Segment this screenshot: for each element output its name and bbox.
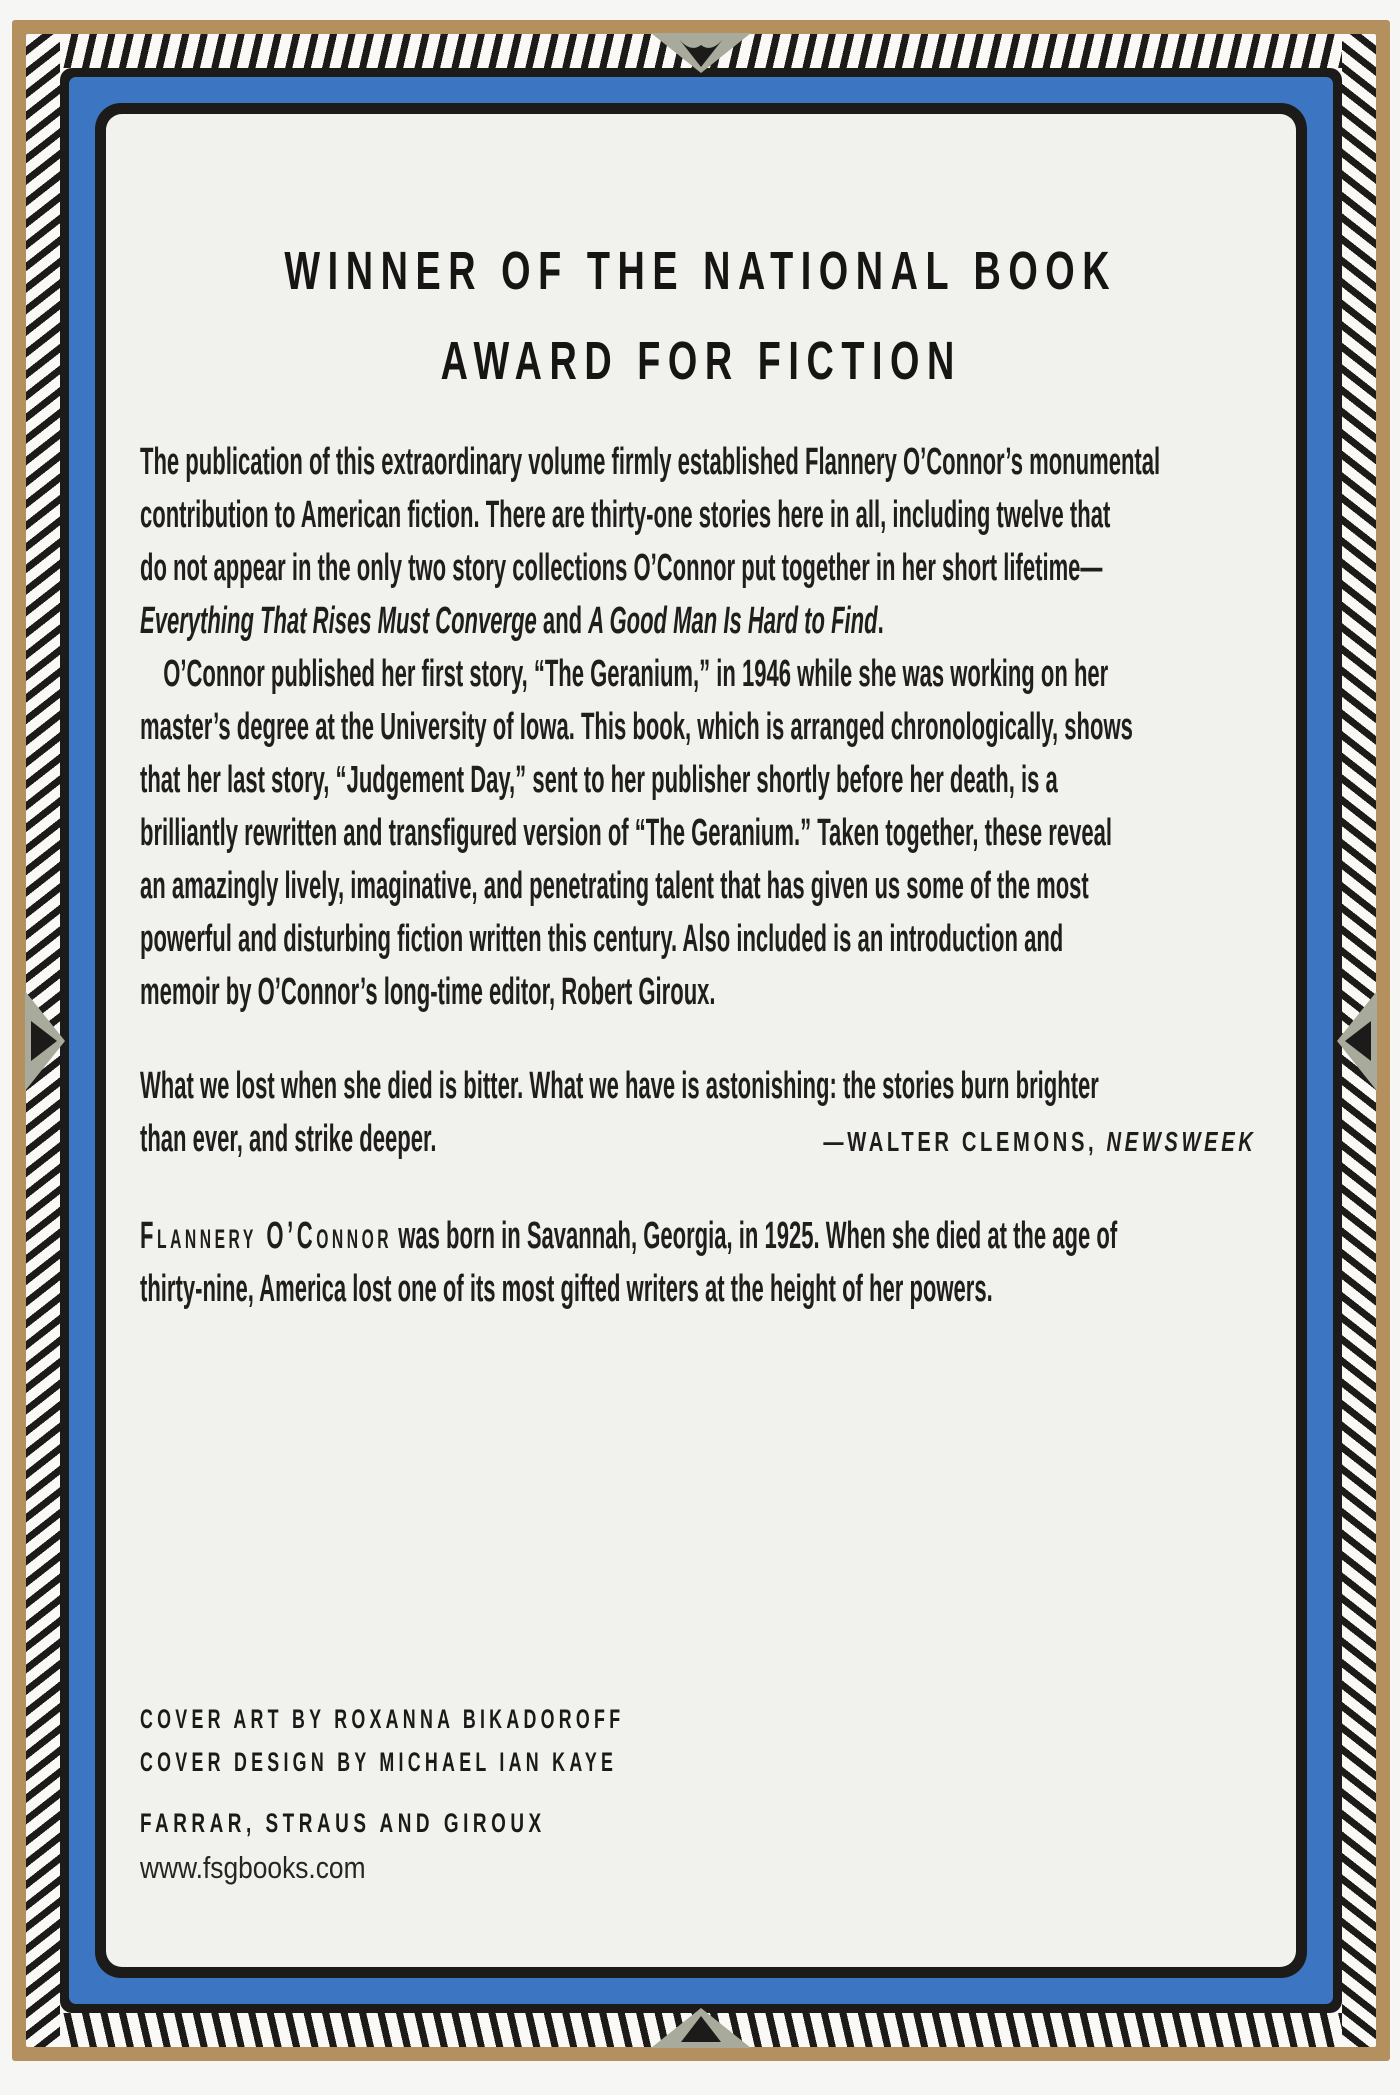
text-run	[140, 648, 1108, 701]
author-bio	[140, 1210, 1256, 1316]
text-segment: COVER DESIGN BY MICHAEL IAN KAYE	[140, 1747, 618, 1777]
quote-attribution	[823, 1115, 1256, 1168]
right-border-triangle-icon	[1337, 991, 1377, 1091]
text-segment: and	[536, 600, 589, 642]
text-line	[140, 754, 1256, 807]
award-heading	[106, 226, 1296, 406]
text-run	[140, 913, 1063, 966]
text-line	[140, 1846, 1256, 1890]
text-line	[140, 860, 1256, 913]
text-segment: O’Connor published her first story, “The Geranium,” in 1946 while she was working on her	[163, 653, 1109, 695]
description-paragraphs	[140, 436, 1256, 1019]
text-run	[140, 966, 716, 1019]
text-segment: Everything That Rises Must Converge	[140, 600, 537, 642]
text-run	[440, 316, 961, 406]
text-run	[285, 226, 1118, 316]
text-segment: The publication of this extraordinary volume firmly established Flannery O’Connor’s monumental	[140, 441, 1161, 483]
text-segment: What we lost when she died is bitter. What we have is astonishing: the stories burn brighter	[140, 1065, 1099, 1107]
text-segment: Flannery O’Connor	[140, 1215, 393, 1257]
text-line	[106, 316, 1296, 406]
text-segment: master’s degree at the University of Iowa. This book, which is arranged chronologically, shows	[140, 706, 1133, 748]
publisher-website	[140, 1846, 1256, 1890]
text-line	[140, 701, 1256, 754]
text-line	[140, 1741, 1256, 1784]
website-url: www.fsgbooks.com	[140, 1850, 366, 1885]
left-border-triangle-icon	[25, 991, 65, 1091]
text-line	[140, 807, 1256, 860]
text-segment: that her last story, “Judgement Day,” sent to her publisher shortly before her death, is a	[140, 759, 1058, 801]
text-line	[140, 489, 1256, 542]
text-run	[140, 1741, 617, 1784]
text-line	[140, 1802, 1256, 1845]
text-segment: COVER ART BY ROXANNA BIKADOROFF	[140, 1704, 625, 1734]
text-segment: an amazingly lively, imaginative, and penetrating talent that has given us some of the most	[140, 865, 1089, 907]
text-line	[140, 966, 1256, 1019]
text-segment: contribution to American fiction. There are thirty-one stories here in all, including twelve that	[140, 494, 1111, 536]
text-line	[140, 595, 1256, 648]
text-run	[140, 1113, 436, 1166]
text-segment: NEWSWEEK	[1106, 1126, 1256, 1157]
text-segment: WINNER OF THE NATIONAL BOOK	[284, 241, 1118, 301]
text-run	[140, 860, 1089, 913]
text-run	[140, 1210, 1117, 1263]
outer-black-frame	[60, 68, 1342, 2013]
text-run	[140, 542, 1102, 595]
text-run	[140, 1263, 993, 1316]
text-segment: .	[877, 600, 884, 642]
text-line	[140, 436, 1256, 489]
text-run	[140, 1802, 546, 1845]
text-run	[140, 807, 1112, 860]
top-border-triangle-icon	[651, 33, 751, 73]
cover-credits	[140, 1698, 1256, 1784]
text-line	[140, 1698, 1256, 1741]
text-run	[140, 1060, 1099, 1113]
text-segment: A Good Man Is Hard to Find	[588, 600, 878, 642]
bottom-border-triangle-icon	[651, 2008, 751, 2048]
hatched-border-frame	[26, 34, 1376, 2047]
cover-interior	[106, 114, 1296, 1967]
text-line	[140, 1210, 1256, 1263]
text-segment: do not appear in the only two story collections O’Connor put together in her short lifetime—	[140, 547, 1103, 589]
text-run	[140, 701, 1133, 754]
text-line	[140, 1113, 1256, 1168]
text-run	[140, 436, 1160, 489]
text-segment: AWARD FOR FICTION	[440, 331, 962, 391]
text-segment: than ever, and strike deeper.	[140, 1118, 437, 1160]
text-line	[140, 1263, 1256, 1316]
text-segment: FARRAR, STRAUS AND GIROUX	[140, 1808, 546, 1838]
text-segment: —WALTER CLEMONS,	[822, 1126, 1107, 1157]
text-run	[140, 489, 1110, 542]
text-segment: memoir by O’Connor’s long-time editor, Robert Giroux.	[140, 971, 716, 1013]
text-segment: thirty-nine, America lost one of its most gifted writers at the height of her powers.	[140, 1268, 993, 1310]
text-segment: was born in Savannah, Georgia, in 1925. When she died at the age of	[392, 1215, 1118, 1257]
tan-edge-frame	[12, 20, 1390, 2061]
publisher-name	[140, 1802, 1256, 1845]
review-quote	[140, 1060, 1256, 1168]
text-line	[140, 542, 1256, 595]
blue-band-frame	[69, 77, 1333, 2004]
text-segment: brilliantly rewritten and transfigured version of “The Geranium.” Taken together, these reveal	[140, 812, 1113, 854]
text-segment: powerful and disturbing fiction written this century. Also included is an introduction and	[140, 918, 1064, 960]
text-line	[106, 226, 1296, 316]
inner-black-frame	[95, 103, 1307, 1978]
text-run	[140, 754, 1058, 807]
text-line	[140, 913, 1256, 966]
text-run	[140, 1698, 624, 1741]
text-line	[140, 648, 1256, 701]
text-line	[140, 1060, 1256, 1113]
text-run	[140, 595, 884, 648]
